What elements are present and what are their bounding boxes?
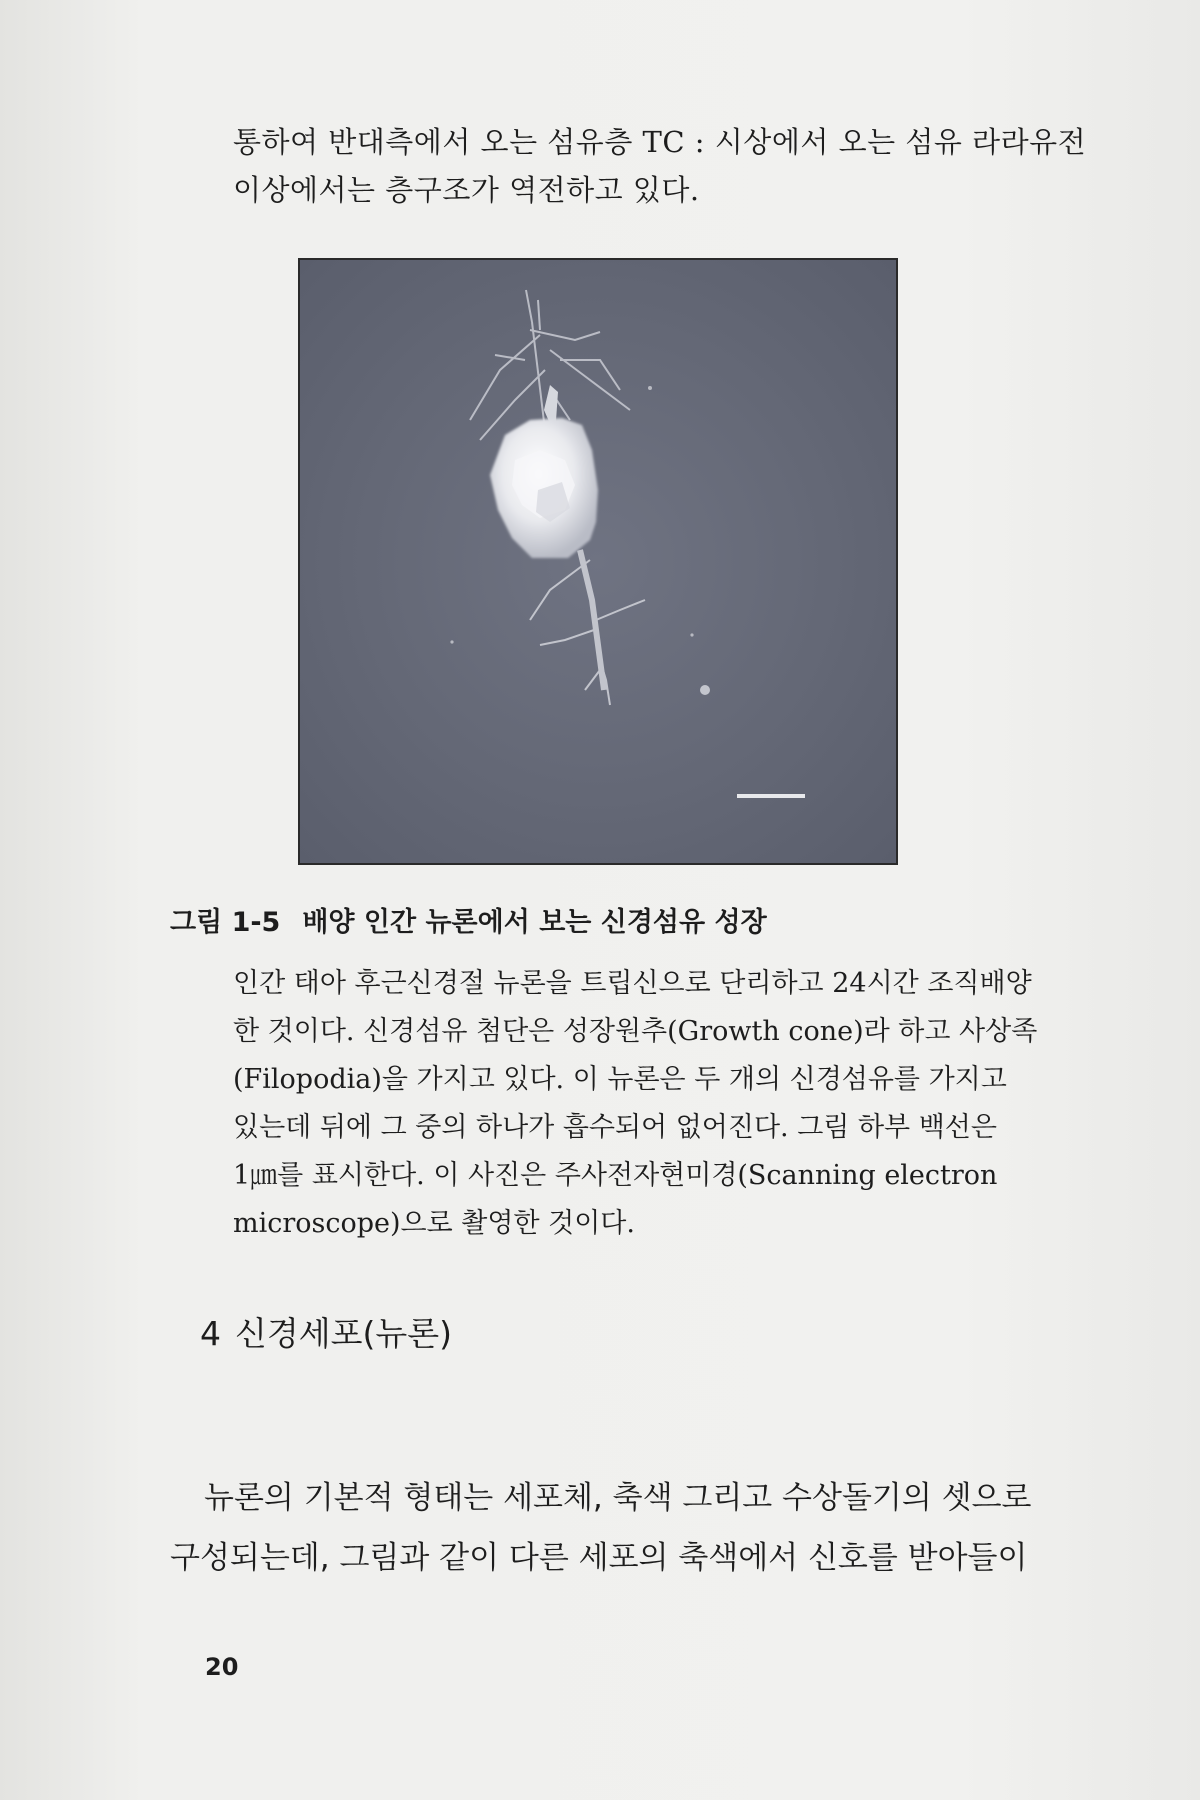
debris-particle — [700, 685, 710, 695]
debris-particle — [648, 386, 652, 390]
caption-line: (Filopodia)을 가지고 있다. 이 뉴론은 두 개의 신경섬유를 가지고 — [233, 1064, 1007, 1095]
section-title: 신경세포(뉴론) — [235, 1314, 453, 1353]
body-line: 구성되는데, 그림과 같이 다른 세포의 축색에서 신호를 받아들이 — [170, 1540, 1028, 1576]
body-line: 뉴론의 기본적 형태는 세포체, 축색 그리고 수상돌기의 셋으로 — [204, 1480, 1032, 1516]
intro-paragraph — [233, 118, 1087, 214]
section-number: 4 — [200, 1314, 221, 1353]
caption-line: 1㎛를 표시한다. 이 사진은 주사전자현미경(Scanning electron — [233, 1160, 998, 1191]
intro-line: 이상에서는 층구조가 역전하고 있다. — [233, 173, 700, 207]
figure-title: 배양 인간 뉴론에서 보는 신경섬유 성장 — [302, 907, 767, 938]
lower-neurite — [530, 550, 645, 705]
intro-line: 통하여 반대측에서 오는 섬유층 TC : 시상에서 오는 섬유 라라유전 — [233, 125, 1087, 159]
figure-label: 그림 1-5 — [170, 907, 281, 938]
caption-line: 있는데 뒤에 그 중의 하나가 흡수되어 없어진다. 그림 하부 백선은 — [233, 1112, 997, 1143]
caption-line: 한 것이다. 신경섬유 첨단은 성장원추(Growth cone)라 하고 사상족 — [233, 1016, 1038, 1047]
body-paragraph — [170, 1468, 1030, 1588]
caption-line: 인간 태아 후근신경절 뉴론을 트립신으로 단리하고 24시간 조직배양 — [233, 968, 1032, 999]
caption-line: microscope)으로 촬영한 것이다. — [233, 1208, 635, 1239]
figure-caption-body — [233, 960, 1038, 1248]
neuron-micrograph-image — [300, 260, 896, 863]
scale-bar — [737, 794, 805, 798]
page-number: 20 — [205, 1653, 239, 1681]
debris-particle — [450, 640, 453, 643]
section-heading — [200, 1312, 452, 1356]
debris-particle — [690, 633, 693, 636]
figure-caption-title — [170, 905, 767, 941]
sem-micrograph — [298, 258, 898, 865]
